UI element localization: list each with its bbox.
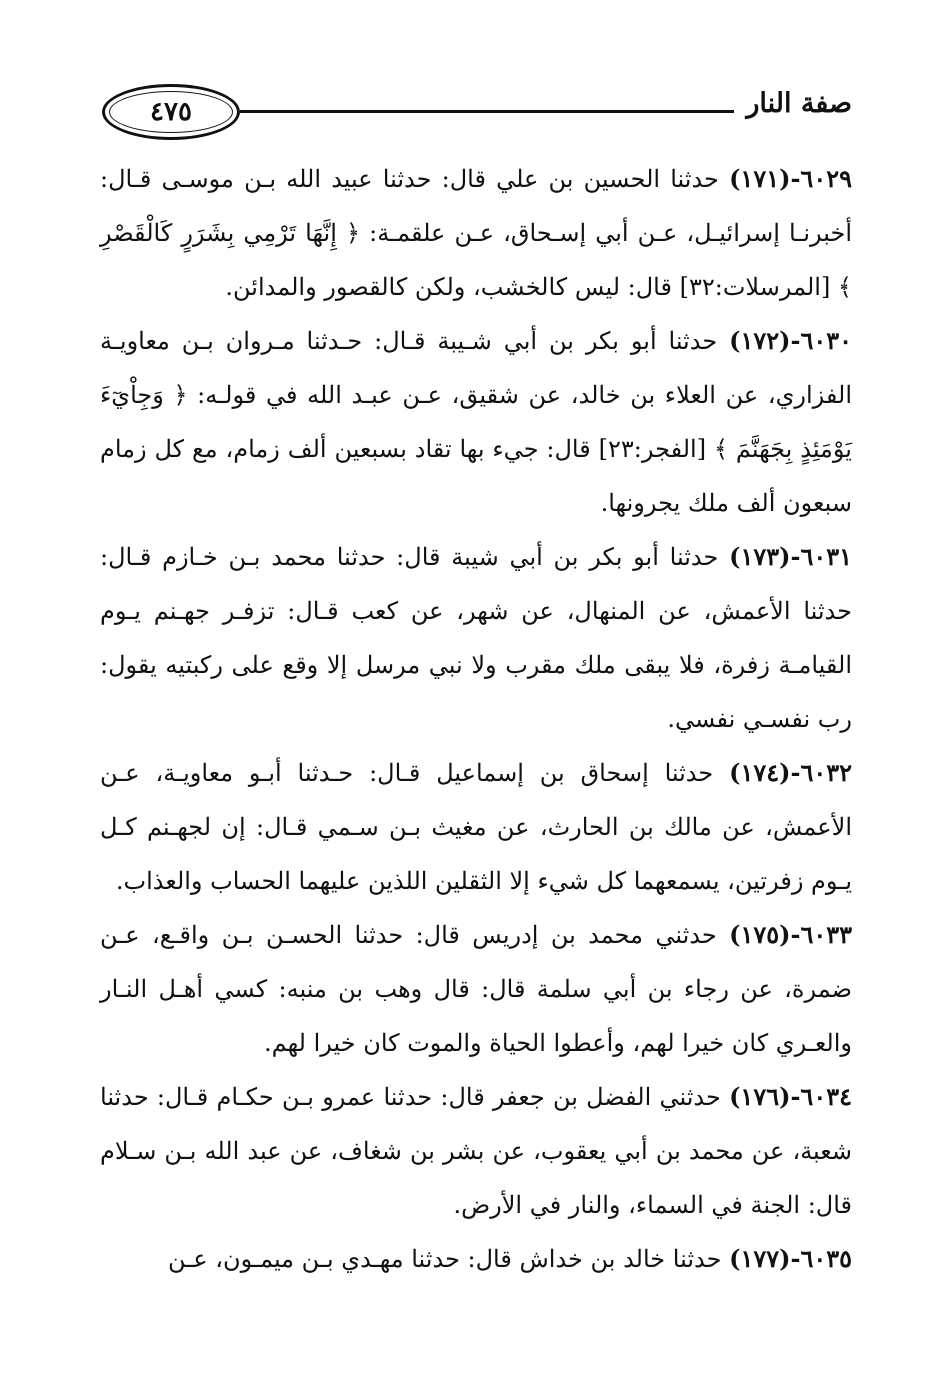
hadith-text: حدثنا الحسين بن علي قال: حدثنا عبيد الله بـن موسـى قـال: أخبرنـا إسرائيـل، عـن أبي إسـحاق، عـن علقمـة: ﴿ إِنَّهَا تَرْمِي بِشَرَرٍ كَالْقَصْرِ ﴾ [المرسلات:٣٢] قال: ليس كالخشب، ولكن كالقصور والمدائن. (100, 165, 852, 301)
hadith-paragraph (100, 908, 852, 1070)
hadith-paragraph (100, 746, 852, 908)
hadith-paragraph (100, 314, 852, 530)
hadith-text: حدثني محمد بن إدريس قال: حدثنا الحسـن بـن واقـع، عـن ضمرة، عن رجاء بن أبي سلمة قال: قال وهب بن منبه: كسي أهـل النـار والعـري كان خيرا لهم، وأعطوا الحياة والموت كان خيرا لهم. (100, 921, 852, 1057)
hadith-number: ٦٠٣١-(١٧٣) (729, 542, 852, 571)
hadith-paragraph (100, 530, 852, 746)
hadith-number: ٦٠٣٢-(١٧٤) (729, 758, 852, 787)
body-text (100, 152, 852, 1286)
page-number-badge (102, 84, 240, 140)
header-rule (240, 110, 734, 113)
hadith-paragraph (100, 1070, 852, 1232)
page-number: ٤٧٥ (150, 97, 192, 127)
hadith-text: حدثنا أبو بكر بن أبي شـيبة قـال: حـدثنا مـروان بـن معاويـة الفزاري، عن العلاء بن خالد، عن شقيق، عـن عبـد الله في قولـه: ﴿ وَجِاْيٓءَ يَوْمَئِذٍ بِجَهَنَّمَ ﴾ [الفجر:٢٣] قال: جيء بها تقاد بسبعين ألف زمام، مع كل زمام سبعون ألف ملك يجرونها. (100, 327, 852, 517)
hadith-number: ٦٠٣٥-(١٧٧) (729, 1244, 852, 1273)
hadith-text: حدثني الفضل بن جعفر قال: حدثنا عمرو بـن حكـام قـال: حدثنا شعبة، عن محمد بن أبي يعقوب، عن بشر بن شغاف، عن عبد الله بـن سـلام قال: الجنة في السماء، والنار في الأرض. (100, 1083, 852, 1219)
hadith-number: ٦٠٣٠-(١٧٢) (729, 326, 852, 355)
hadith-number: ٦٠٢٩-(١٧١) (729, 164, 852, 193)
hadith-text: حدثنا أبو بكر بن أبي شيبة قال: حدثنا محمد بـن خـازم قـال: حدثنا الأعمش، عن المنهال، عن شهر، عن كعب قـال: تزفـر جهـنم يـوم القيامـة زفرة، فلا يبقى ملك مقرب ولا نبي مرسل إلا وقع على ركبتيه يقول: رب نفسـي نفسي. (100, 543, 852, 733)
hadith-number: ٦٠٣٤-(١٧٦) (729, 1082, 852, 1111)
hadith-paragraph (100, 152, 852, 314)
hadith-number: ٦٠٣٣-(١٧٥) (729, 920, 852, 949)
hadith-text: حدثنا إسحاق بن إسماعيل قـال: حـدثنا أبـو معاويـة، عـن الأعمش، عن مالك بن الحارث، عن مغيث بـن سـمي قـال: إن لجهـنم كـل يـوم زفرتين، يسمعهما كل شيء إلا الثقلين اللذين عليهما الحساب والعذاب. (100, 759, 852, 895)
hadith-paragraph (100, 1232, 852, 1286)
page-header (100, 78, 852, 150)
hadith-text: حدثنا خالد بن خداش قال: حدثنا مهـدي بـن ميمـون، عـن (168, 1245, 722, 1273)
chapter-title: صفة النار (746, 88, 852, 119)
